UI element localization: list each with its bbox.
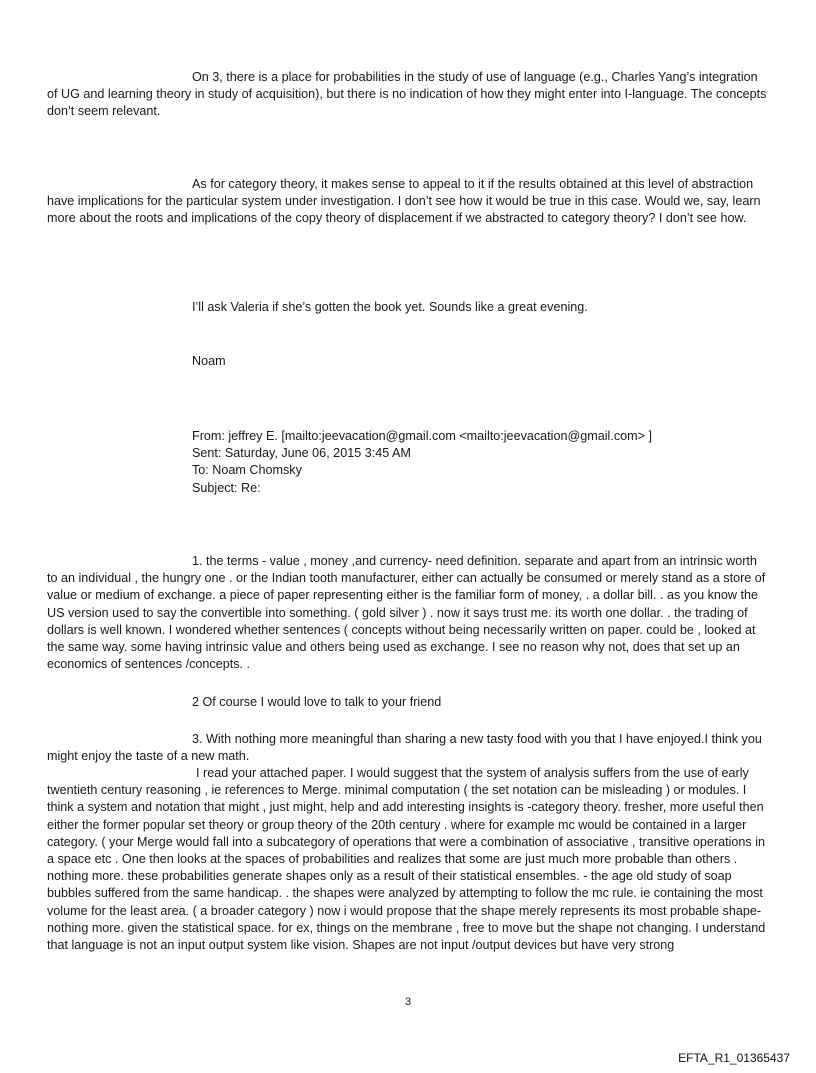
bates-number: EFTA_R1_01365437 — [678, 1051, 790, 1065]
email-to: To: Noam Chomsky — [192, 463, 302, 478]
signature: Noam — [192, 354, 226, 368]
paragraph-category-theory: As for category theory, it makes sense to appeal to it if the results obtained at this level of abstraction have implications for the particular system under investigation. I don’t see how it would be true in this case. Would we, say, learn more about the roots and implications of the copy theory of displacement if we abstracted to category theory? I don’t see how. — [47, 177, 761, 226]
body-item-3: 3. With nothing more meaningful than sharing a new tasty food with you that I have enjoyed.I think you might enjoy the taste of a new math. — [47, 732, 762, 764]
paragraph-probabilities: On 3, there is a place for probabilities in the study of use of language (e.g., Charles Yang’s integration of UG and learning theory in study of acquisition), but there is no indication of how they might enter into I-language. The concepts don’t seem relevant. — [47, 70, 767, 119]
body-item-1: 1. the terms - value , money ,and currency- need definition. separate and apart from an intrinsic worth to an individual , the hungry one . or the Indian tooth manufacturer, either can actually be consumed or merely stand as a store of value or medium of exchange. a piece of paper representing either is the familiar form of money, . a dollar bill. . as you know the US version used to say the convertible into something. ( gold silver ) . now it says trust me. its worth one dollar. . the trading of dollars is well known. I wondered whether sentences ( concepts without being necessarily written on paper. could be , looked at the same way. some having intrinsic value and others being used as exchange. I see no reason why not, does that set up an economics of sentences /concepts. . — [47, 554, 766, 672]
page-number: 3 — [404, 996, 412, 1008]
email-header — [192, 428, 652, 497]
paragraph-valeria: I’ll ask Valeria if she’s gotten the book yet. Sounds like a great evening. — [192, 300, 588, 314]
email-subject: Subject: Re: — [192, 480, 261, 495]
email-from: From: jeffrey E. [mailto:jeevacation@gmail.com <mailto:jeevacation@gmail.com> ] — [192, 429, 652, 443]
email-sent: Sent: Saturday, June 06, 2015 3:45 AM — [192, 446, 411, 461]
body-item-2: 2 Of course I would love to talk to your friend — [192, 695, 442, 709]
body-item-3-continued: I read your attached paper. I would suggest that the system of analysis suffers from the use of early twentieth century reasoning , ie references to Merge. minimal computation ( the set notation can be misleading ) or modules. I think a system and notation that might , just might, help and add interesting insights is -category theory. fresher, more useful then either the former popular set theory or group theory of the 20th century . where for example mc would be contained in a larger category. ( your Merge would fall into a subcategory of operations that were a combination of associative , transitive operations in a space etc . One then looks at the spaces of probabilities and realizes that some are just much more probable than others . nothing more. these probabilities generate shapes only as a result of their statistical ensembles. - the age old study of soap bubbles suffered from the same handicap. . the shapes were analyzed by attempting to follow the mc rule. ie containing the most volume for the least area. ( a broader category ) now i would propose that the shape merely represents its most probable shape- nothing more. given the statistical space. for ex, things on the membrane , free to move but the shape not changing. I understand that language is not an input output system like vision. Shapes are not input /output devices but have very strong — [47, 766, 766, 953]
